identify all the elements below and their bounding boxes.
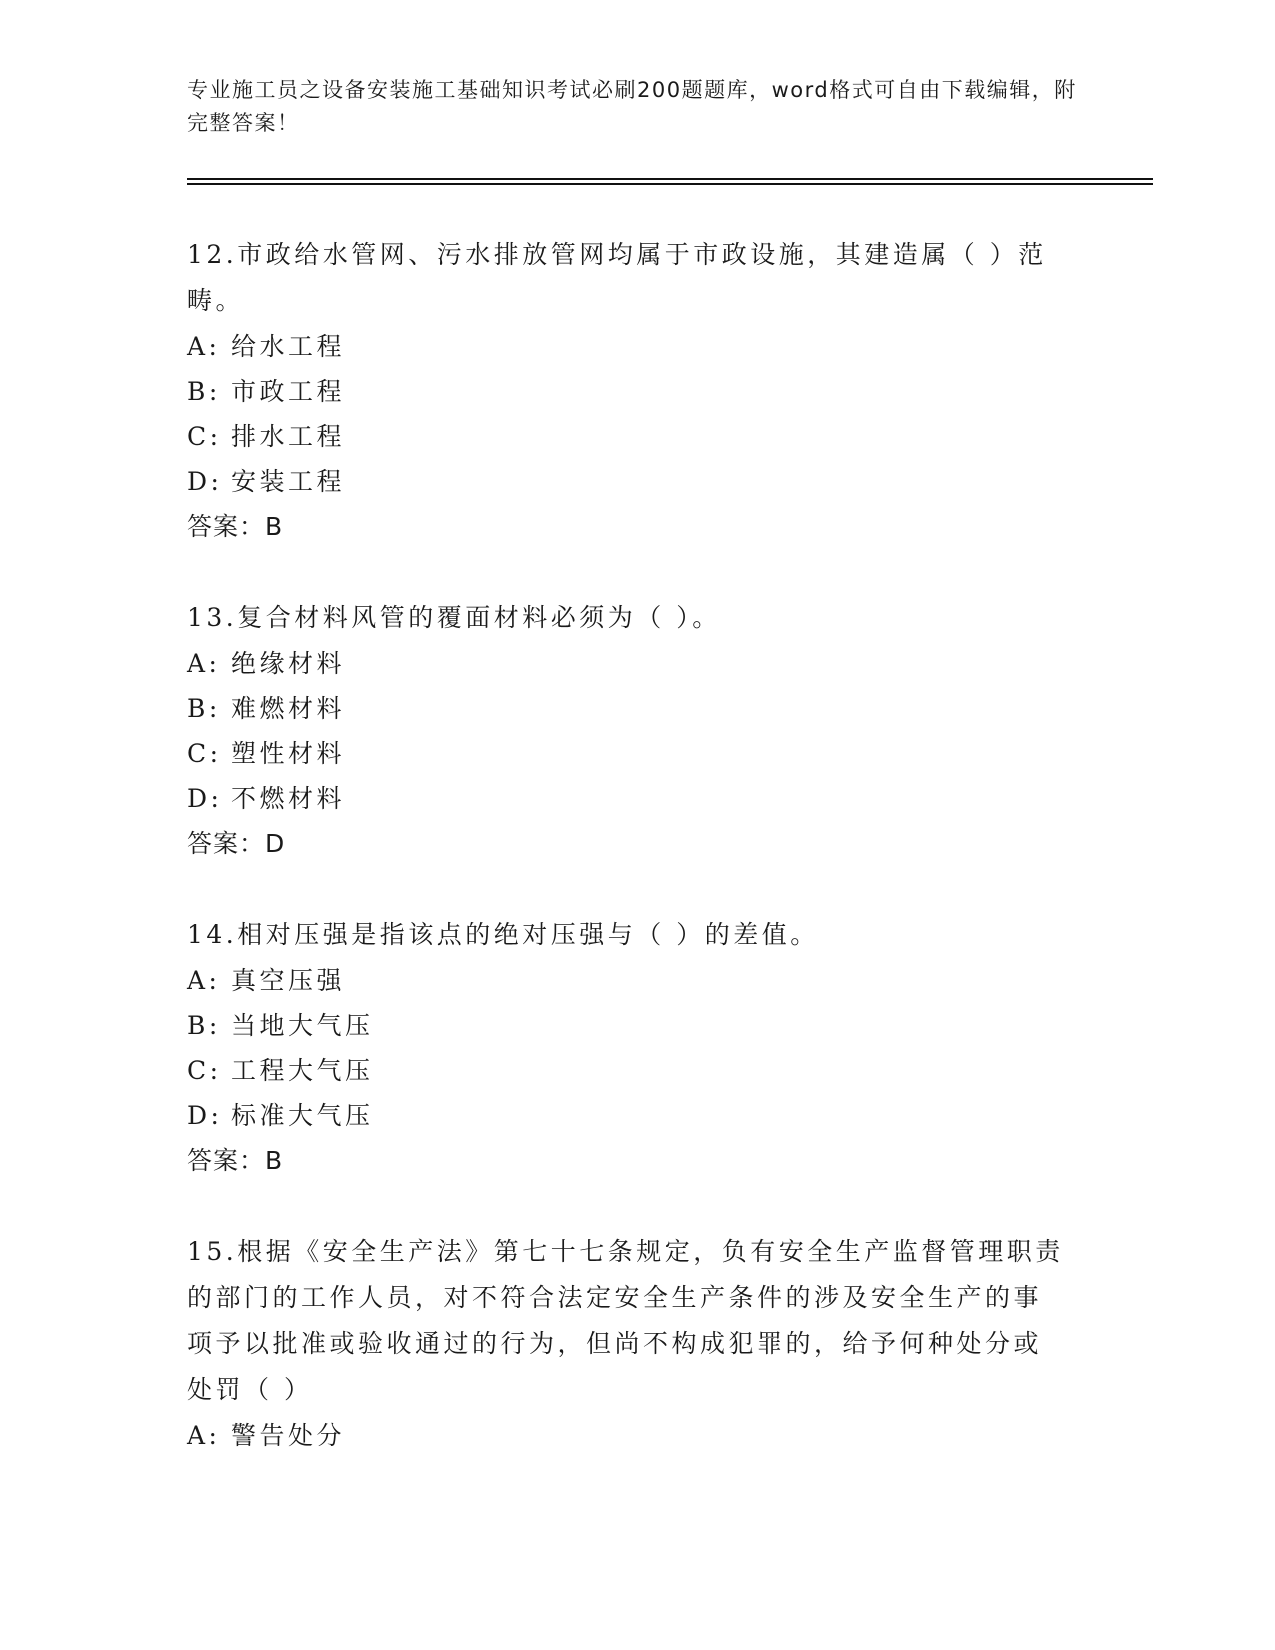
question-12 bbox=[187, 232, 1067, 549]
option-text: 安装工程 bbox=[231, 467, 346, 496]
option-letter: B: bbox=[187, 377, 221, 406]
option-text: 难燃材料 bbox=[231, 694, 346, 723]
option-b bbox=[187, 1003, 1067, 1048]
answer-line: 答案：B bbox=[187, 512, 284, 541]
option-text: 市政工程 bbox=[231, 377, 346, 406]
option-c bbox=[187, 414, 1067, 459]
option-letter: A: bbox=[187, 649, 221, 678]
question-13 bbox=[187, 595, 1067, 866]
option-letter: D: bbox=[187, 1101, 223, 1130]
question-14 bbox=[187, 912, 1067, 1183]
answer-line: 答案：B bbox=[187, 1146, 284, 1175]
option-letter: A: bbox=[187, 966, 221, 995]
option-b bbox=[187, 369, 1067, 414]
option-a bbox=[187, 324, 1067, 369]
option-text: 塑性材料 bbox=[231, 739, 346, 768]
option-letter: B: bbox=[187, 1011, 221, 1040]
option-letter: C: bbox=[187, 739, 222, 768]
answer-line: 答案：D bbox=[187, 829, 286, 858]
option-text: 排水工程 bbox=[231, 422, 346, 451]
document-header: 专业施工员之设备安装施工基础知识考试必刷200题题库，word格式可自由下载编辑，附完整答案！ bbox=[187, 78, 1077, 135]
option-a bbox=[187, 1413, 1067, 1458]
option-text: 不燃材料 bbox=[231, 784, 346, 813]
option-letter: C: bbox=[187, 1056, 222, 1085]
option-letter: C: bbox=[187, 422, 222, 451]
option-d bbox=[187, 459, 1067, 504]
option-b bbox=[187, 686, 1067, 731]
option-letter: A: bbox=[187, 332, 221, 361]
question-list bbox=[187, 232, 1067, 1504]
option-letter: A: bbox=[187, 1421, 221, 1450]
option-text: 当地大气压 bbox=[231, 1011, 374, 1040]
option-d bbox=[187, 776, 1067, 821]
header-divider-bottom bbox=[187, 183, 1153, 185]
option-d bbox=[187, 1093, 1067, 1138]
option-letter: B: bbox=[187, 694, 221, 723]
option-text: 标准大气压 bbox=[231, 1101, 374, 1130]
option-c bbox=[187, 731, 1067, 776]
option-letter: D: bbox=[187, 784, 223, 813]
header-divider-top bbox=[187, 178, 1153, 180]
option-text: 真空压强 bbox=[231, 966, 346, 995]
option-a bbox=[187, 958, 1067, 1003]
question-stem: 13.复合材料风管的覆面材料必须为（ ）。 bbox=[187, 603, 721, 632]
option-c bbox=[187, 1048, 1067, 1093]
question-stem: 14.相对压强是指该点的绝对压强与（ ）的差值。 bbox=[187, 920, 819, 949]
option-text: 警告处分 bbox=[231, 1421, 346, 1450]
option-a bbox=[187, 641, 1067, 686]
option-text: 工程大气压 bbox=[231, 1056, 374, 1085]
option-letter: D: bbox=[187, 467, 223, 496]
option-text: 绝缘材料 bbox=[231, 649, 346, 678]
option-text: 给水工程 bbox=[231, 332, 346, 361]
question-stem: 12.市政给水管网、污水排放管网均属于市政设施，其建造属（ ）范畴。 bbox=[187, 240, 1047, 315]
question-stem: 15.根据《安全生产法》第七十七条规定，负有安全生产监督管理职责的部门的工作人员，对不符合法定安全生产条件的涉及安全生产的事项予以批准或验收通过的行为，但尚不构成犯罪的，给予何种处分或处罚（ ） bbox=[187, 1237, 1064, 1404]
question-15 bbox=[187, 1229, 1067, 1458]
